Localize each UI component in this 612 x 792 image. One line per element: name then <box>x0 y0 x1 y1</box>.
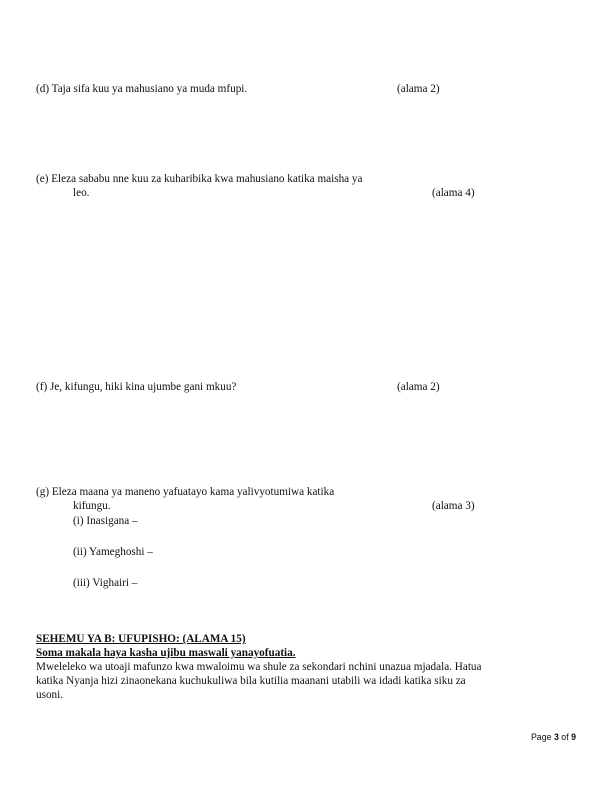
question-g-marks: (alama 3) <box>432 500 475 512</box>
question-e-line2: leo. <box>73 187 90 199</box>
page-number <box>531 732 576 742</box>
question-g-item-iii: (iii) Vighairi – <box>73 577 138 589</box>
page-prefix: Page <box>530 732 552 742</box>
question-d-marks: (alama 2) <box>397 83 440 95</box>
page-of: of <box>561 732 569 742</box>
page-current: 3 <box>553 732 559 742</box>
question-g-line2: kifungu. <box>73 500 111 512</box>
question-f-marks: (alama 2) <box>397 381 440 393</box>
section-b-passage-line1: Mweleleko wa utoaji mafunzo kwa mwaloimu wa shule za sekondari nchini unazua mjadala. Hatua <box>36 661 482 673</box>
question-d-text: (d) Taja sifa kuu ya mahusiano ya muda mfupi. <box>36 83 248 95</box>
question-g-line1: (g) Eleza maana ya maneno yafuatayo kama yalivyotumiwa katika <box>36 486 335 498</box>
question-e-marks: (alama 4) <box>432 187 475 199</box>
page-total: 9 <box>571 732 576 742</box>
question-e-line1: (e) Eleza sababu nne kuu za kuharibika kwa mahusiano katika maisha ya <box>36 173 363 185</box>
question-f-text: (f) Je, kifungu, hiki kina ujumbe gani mkuu? <box>36 381 237 393</box>
question-g-item-ii: (ii) Yameghoshi – <box>73 546 153 558</box>
section-b-title: SEHEMU YA B: UFUPISHO: (ALAMA 15) <box>36 633 246 645</box>
section-b-instruction: Soma makala haya kasha ujibu maswali yanayofuatia. <box>36 647 296 659</box>
question-g-item-i: (i) Inasigana – <box>73 515 138 527</box>
section-b-passage-line2: katika Nyanja hizi zinaonekana kuchukuliwa bila kutilia maanani utabili wa idadi katika siku za <box>36 675 466 687</box>
section-b-passage-line3: usoni. <box>36 689 64 701</box>
